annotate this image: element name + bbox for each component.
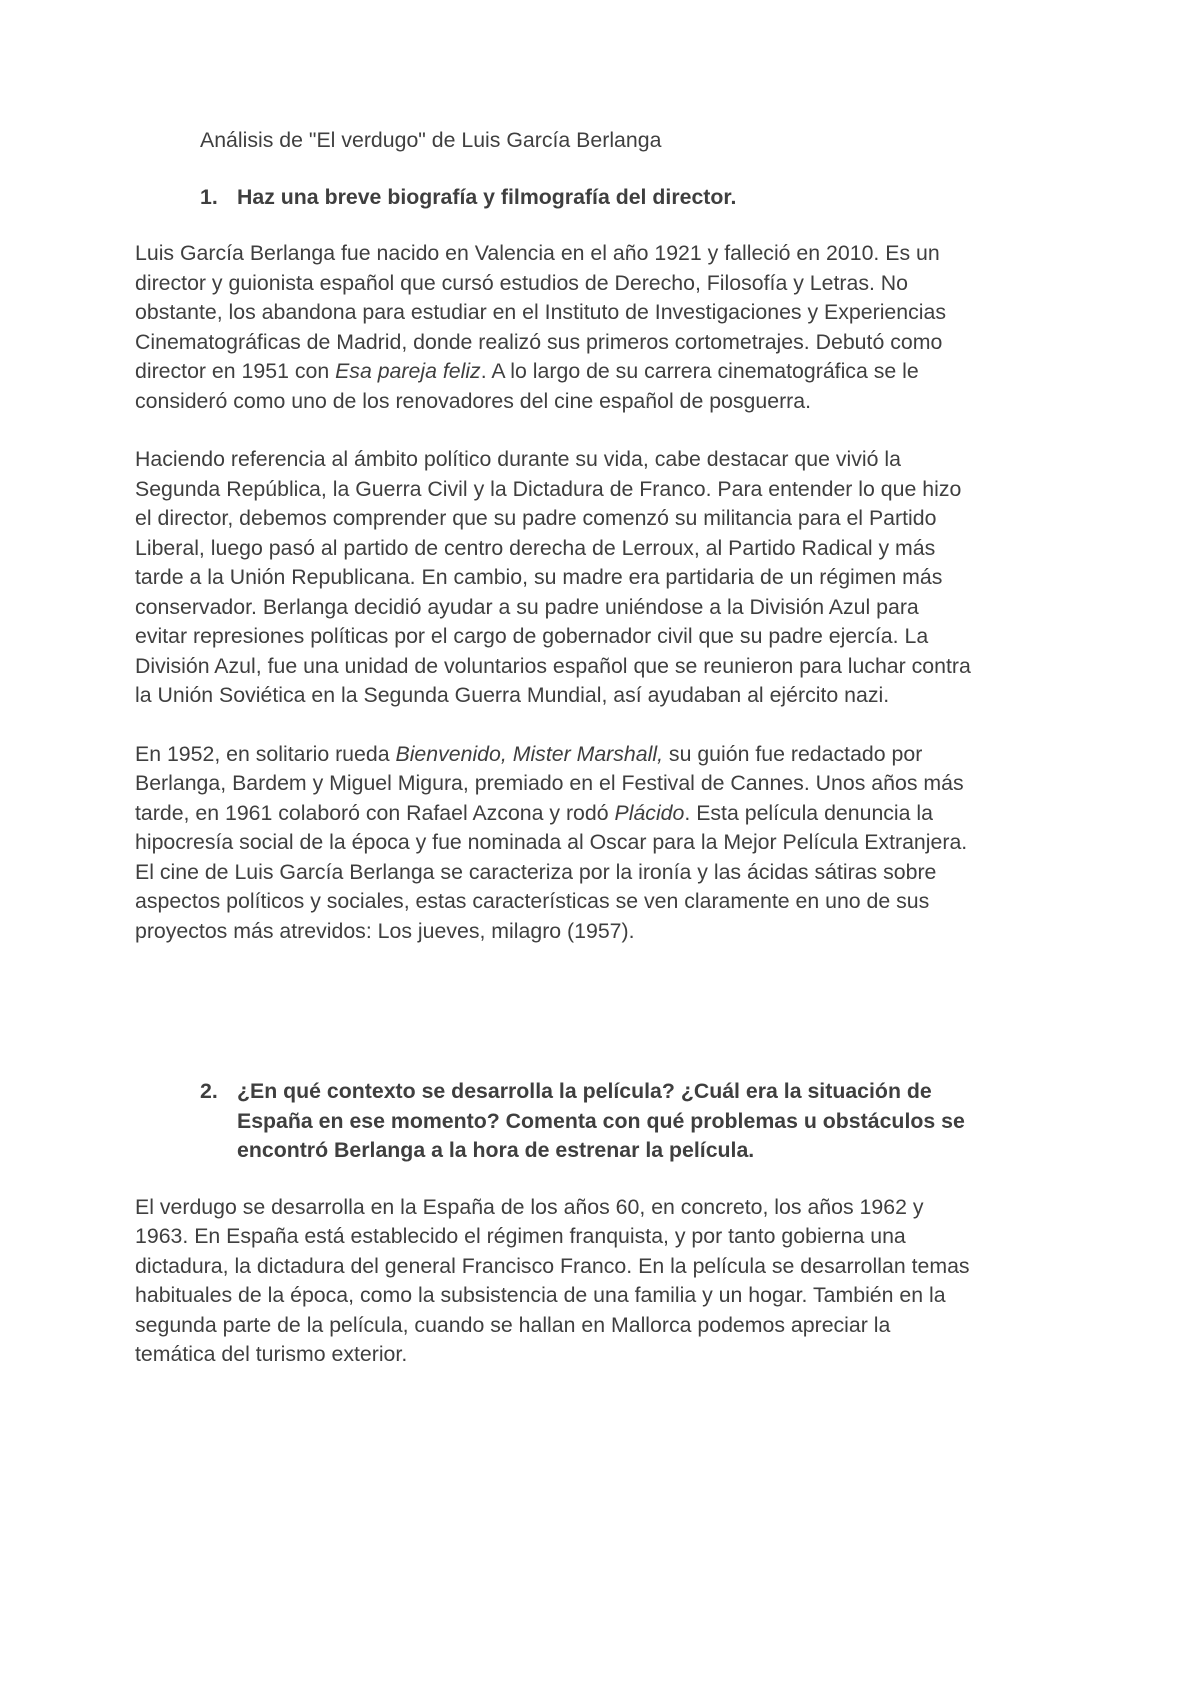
text-run: Haciendo referencia al ámbito político durante su vida, cabe destacar que vivió la Segunda República, la Guerra Civil y la Dictadura de Franco. Para entender lo que hizo el director, debemos comprender que su padre comenzó su militancia para el Partido Liberal, luego pasó al partido de centro derecha de Lerroux, al Partido Radical y más tarde a la Unión Republicana. En cambio, su madre era partidaria de un régimen más conservador. Berlanga decidió ayudar a su padre uniéndose a la División Azul para evitar represiones políticas por el cargo de gobernador civil que su padre ejercía. La División Azul, fue una unidad de voluntarios español que se reunieron para luchar contra la Unión Soviética en la Segunda Guerra Mundial, así ayudaban al ejército nazi. xyxy=(135,447,971,707)
question-1-text: Haz una breve biografía y filmografía del director. xyxy=(237,184,737,209)
question-2-number: 2. xyxy=(200,1079,218,1103)
text-run-italic-film-title: Bienvenido, Mister Marshall, xyxy=(395,741,663,766)
text-run-italic-film-title: Plácido xyxy=(614,800,685,825)
text-run: El verdugo se desarrolla en la España de los años 60, en concreto, los años 1962 y 1963. En España está establecido el régimen franquista, y por tanto gobierna una dictadura, la dictadura del general Francisco Franco. En la película se desarrollan temas habituales de la época, como la subsistencia de una familia y un hogar. También en la segunda parte de la película, cuando se hallan en Mallorca podemos apreciar la temática del turismo exterior. xyxy=(135,1194,970,1366)
question-2-text: ¿En qué contexto se desarrolla la película? ¿Cuál era la situación de España en ese momento? Comenta con qué problemas u obstáculos se encontró Berlanga a la hora de estrenar la película. xyxy=(237,1079,965,1162)
text-run: . Esta película denuncia la hipocresía social de la época y fue nominada al Oscar para la Mejor Película Extranjera. El cine de Luis García Berlanga se caracteriza por la ironía y las ácidas sátiras sobre aspectos políticos y sociales, estas características se ven claramente en uno de sus proyectos más atrevidos: Los jueves, milagro (1957). xyxy=(135,800,968,943)
text-run-italic-film-title: Esa pareja feliz xyxy=(335,359,481,383)
paragraph-political-context xyxy=(135,445,975,711)
document-title: Análisis de "El verdugo" de Luis García Berlanga xyxy=(200,128,662,152)
question-1-number: 1. xyxy=(200,184,218,209)
text-run: . A lo largo de su carrera cinematográfica se le consideró como uno de los renovadores del cine español de posguerra. xyxy=(135,359,919,413)
paragraph-film-context xyxy=(135,1193,975,1370)
question-1 xyxy=(135,183,975,213)
text-run: su guión fue redactado por Berlanga, Bardem y Miguel Migura, premiado en el Festival de Cannes. Unos años más tarde, en 1961 colaboró con Rafael Azcona y rodó xyxy=(135,741,964,825)
text-run: Luis García Berlanga fue nacido en Valencia en el año 1921 y falleció en 2010. Es un director y guionista español que cursó estudios de Derecho, Filosofía y Letras. No obstante, los abandona para estudiar en el Instituto de Investigaciones y Experiencias Cinematográficas de Madrid, donde realizó sus primeros cortometrajes. Debutó como director en 1951 con xyxy=(135,241,946,383)
paragraph-filmography xyxy=(135,740,975,947)
question-2 xyxy=(135,1077,975,1166)
paragraph-biography xyxy=(135,239,975,416)
text-run: En 1952, en solitario rueda xyxy=(135,741,396,766)
